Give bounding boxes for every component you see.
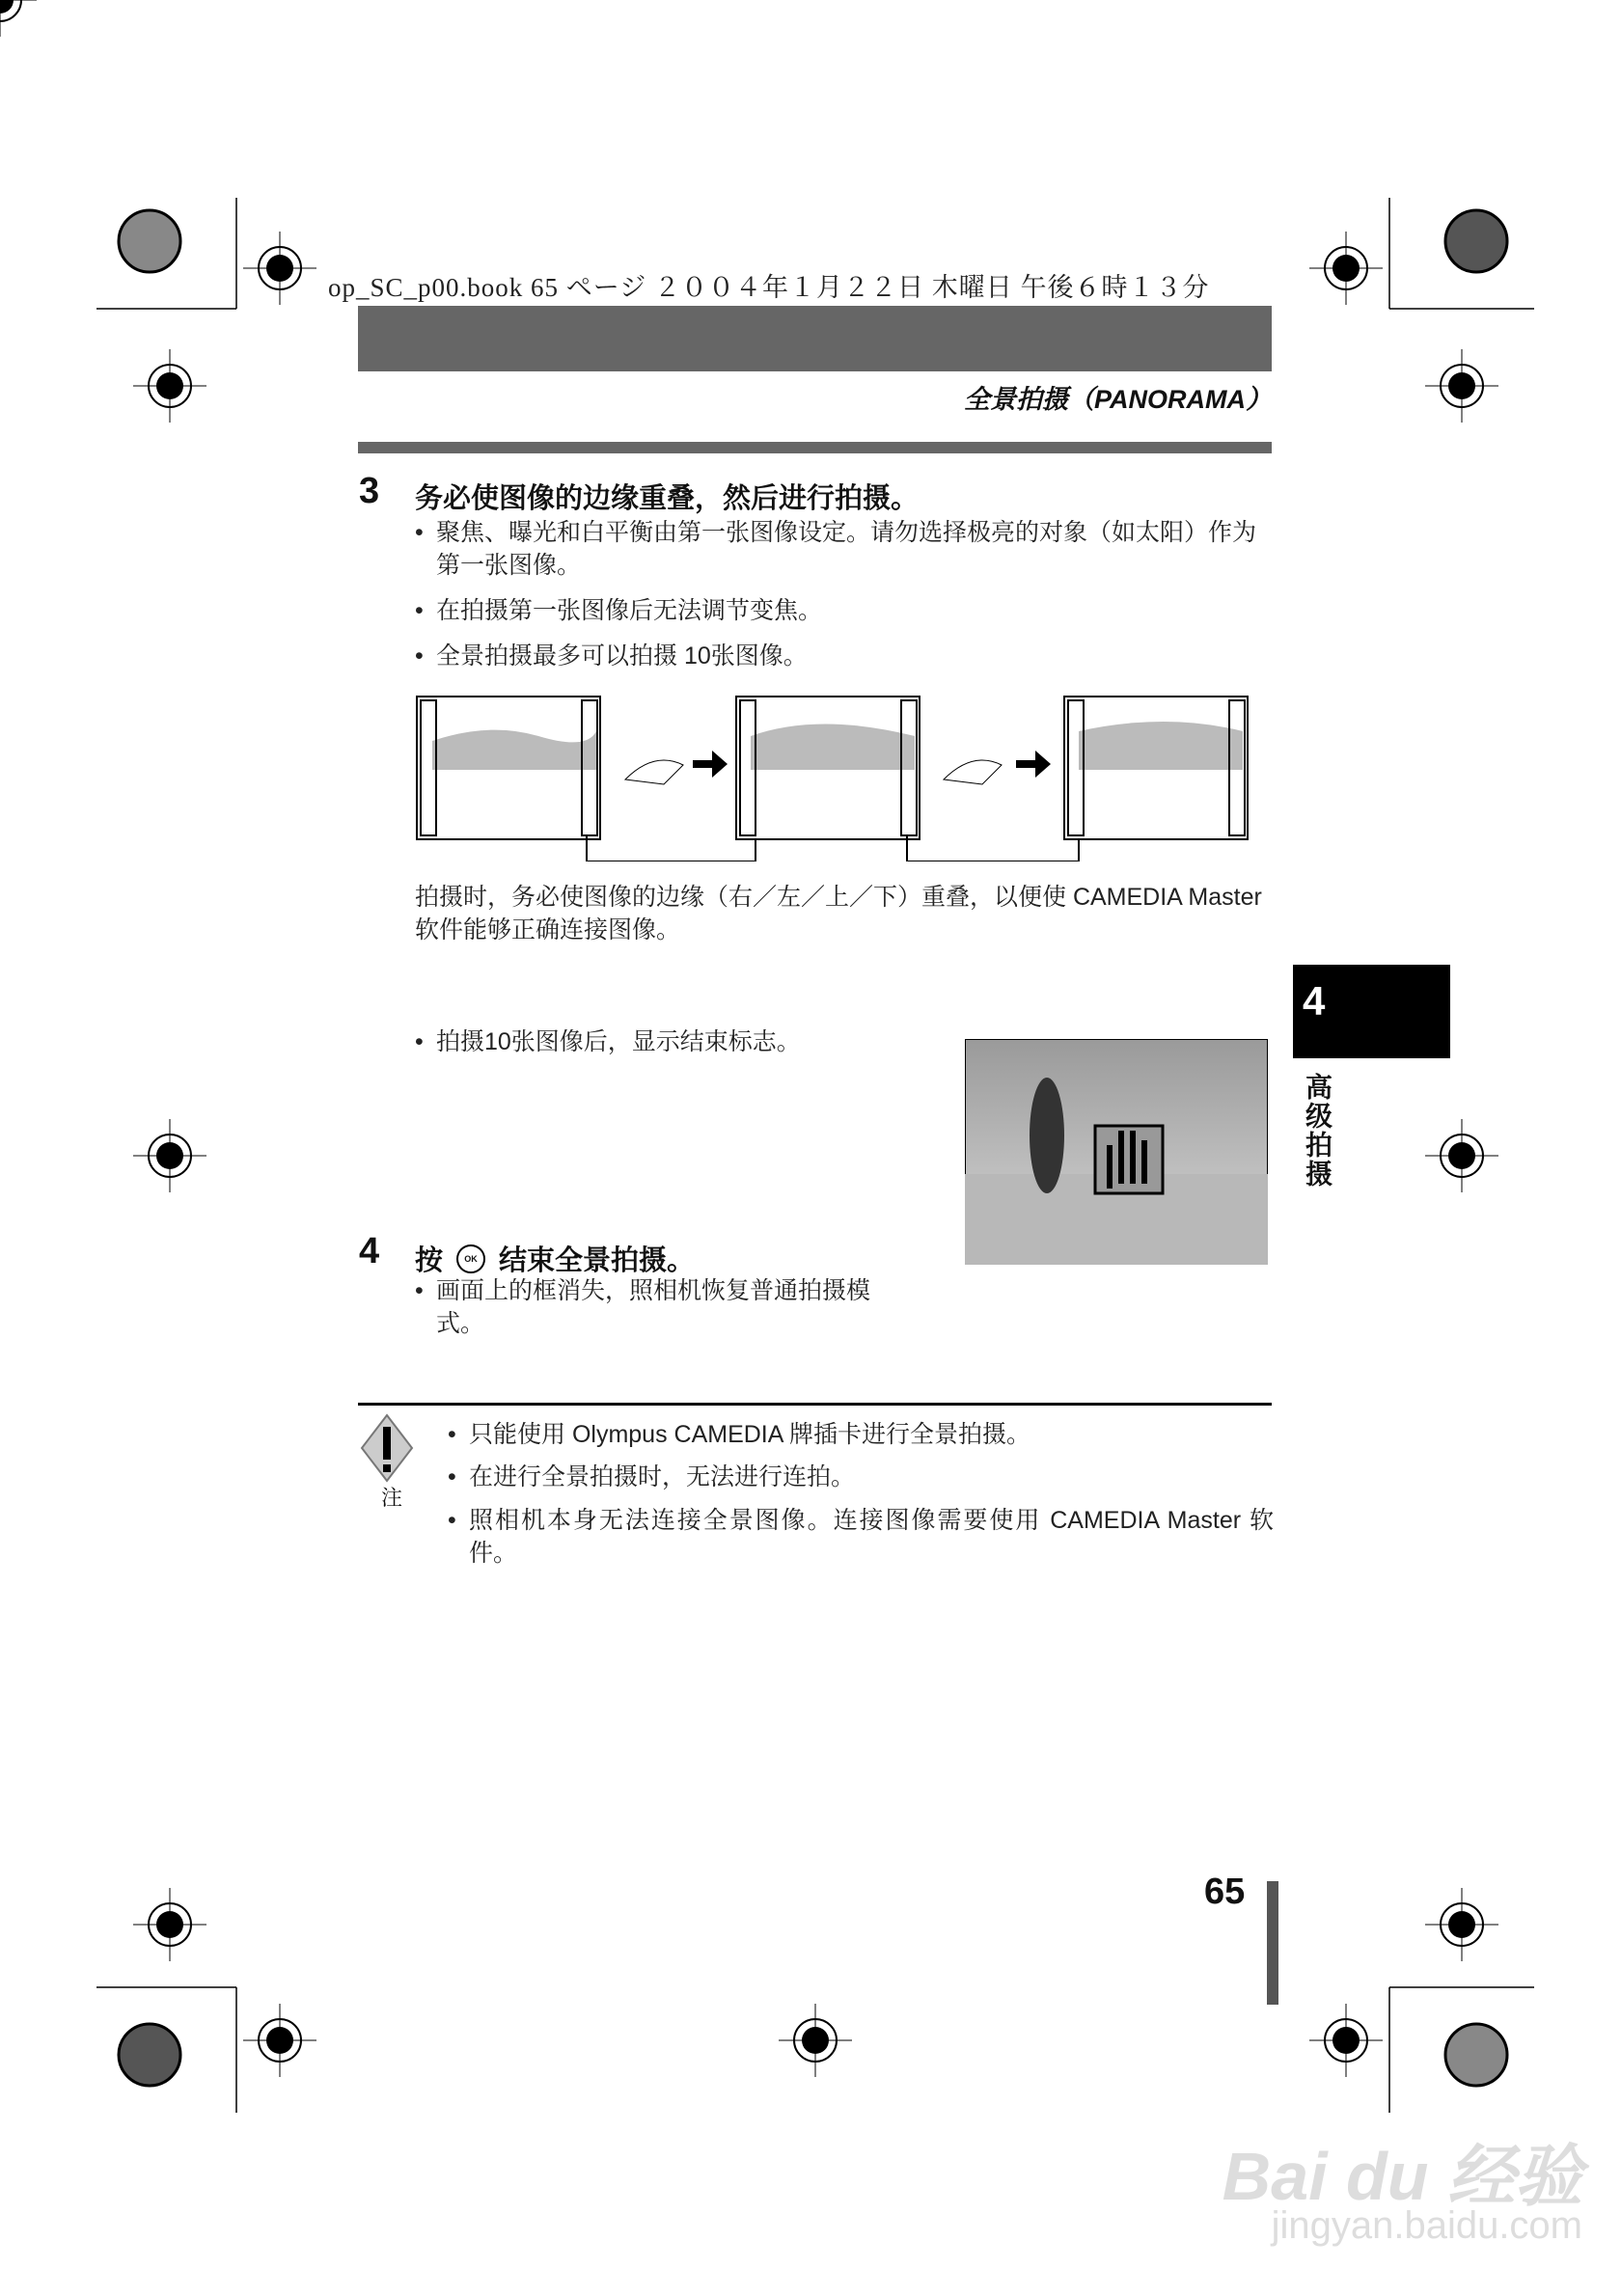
diagram-caption: 拍摄时，务必使图像的边缘（右／左／上／下）重叠，以便使 CAMEDIA Master 软件能够正确连接图像。	[415, 884, 1262, 943]
note-item: • 照相机本身无法连接全景图像。连接图像需要使用 CAMEDIA Master 软件。	[448, 1507, 1274, 1567]
note-item: • 在进行全景拍摄时，无法进行连拍。	[448, 1463, 856, 1490]
note-rule	[358, 1403, 1272, 1406]
header-bar	[358, 306, 1272, 371]
ok-button-icon: OK	[456, 1244, 485, 1273]
page-number: 65	[1204, 1872, 1246, 1912]
bullet: • 画面上的框消失，照相机恢复普通拍摄模式。	[415, 1277, 871, 1337]
panorama-diagram	[413, 693, 1252, 861]
step-number: 3	[359, 471, 380, 511]
bullet: • 聚焦、曝光和白平衡由第一张图像设定。请勿选择极亮的对象（如太阳）作为第一张图像。	[415, 519, 1257, 579]
note-item: • 只能使用 Olympus CAMEDIA 牌插卡进行全景拍摄。	[448, 1421, 1030, 1448]
end-mark-photo	[965, 1039, 1268, 1265]
watermark-logo: Bai du 经验	[1222, 2139, 1582, 2214]
print-header: op_SC_p00.book 65 ページ ２００４年１月２２日 木曜日 午後６時１３分	[328, 273, 1210, 302]
section-title: 全景拍摄（PANORAMA）	[964, 385, 1272, 414]
chapter-label: 高级拍摄	[1303, 1073, 1333, 1189]
step-heading: 按 OK 结束全景拍摄。	[415, 1245, 696, 1276]
bullet: • 在拍摄第一张图像后无法调节变焦。	[415, 597, 823, 624]
step-heading: 务必使图像的边缘重叠，然后进行拍摄。	[415, 483, 920, 514]
step-number: 4	[359, 1231, 380, 1271]
page-marker-bar	[1267, 1881, 1278, 2005]
chapter-tab: 4	[1293, 965, 1450, 1058]
bullet: • 全景拍摄最多可以拍摄 10张图像。	[415, 642, 808, 670]
watermark-url: jingyan.baidu.com	[1271, 2204, 1582, 2247]
warning-icon	[360, 1413, 414, 1483]
note-label: 注	[381, 1486, 403, 1510]
bullet: • 拍摄10张图像后，显示结束标志。	[415, 1028, 801, 1055]
divider-bar	[358, 442, 1272, 453]
